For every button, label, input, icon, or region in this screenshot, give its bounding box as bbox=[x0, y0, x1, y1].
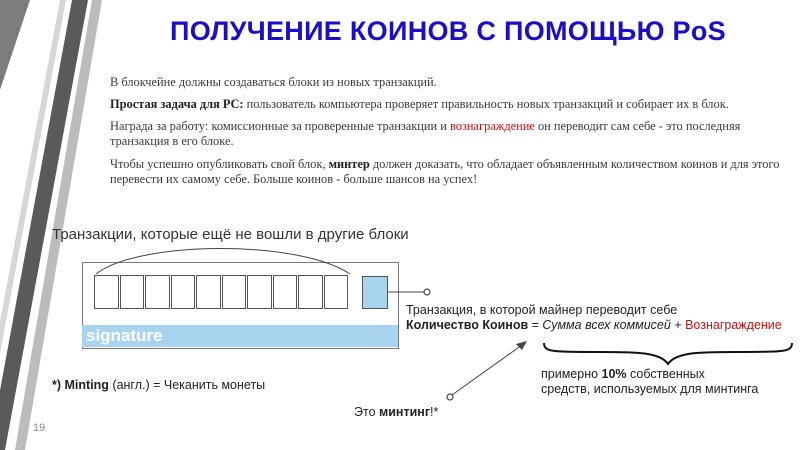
reward-transaction-cell bbox=[362, 276, 388, 309]
transaction-cell bbox=[247, 275, 272, 309]
approx-note bbox=[541, 367, 758, 397]
p2-text: пользователь компьютера проверяет правильность новых транзакций и собирает их в блок. bbox=[243, 97, 729, 111]
minting-note bbox=[354, 405, 438, 419]
footnote-rest: (англ.) = Чеканить монеты bbox=[108, 378, 266, 392]
section-label: Транзакции, которые ещё не вошли в другие блоки bbox=[52, 226, 409, 243]
minting-a: Это bbox=[354, 405, 379, 419]
approx-line1 bbox=[541, 367, 758, 382]
tx-note-line1: Транзакция, в которой майнер переводит себе bbox=[406, 303, 678, 317]
slide-title: ПОЛУЧЕНИЕ КОИНОВ С ПОМОЩЬЮ PoS bbox=[170, 16, 726, 46]
tx-plus: + bbox=[670, 318, 686, 332]
tx-note-line2 bbox=[406, 318, 782, 333]
p4-text-b: должен доказать, что обладает объявленным количеством коинов и для этого перевести их самому себе. Больше коинов - больше шансов на успех! bbox=[110, 157, 780, 186]
signature-bar: signature bbox=[82, 325, 398, 347]
footnote-bold: *) Minting bbox=[52, 378, 109, 392]
transaction-cell bbox=[145, 275, 170, 309]
paragraph-1 bbox=[110, 75, 782, 90]
minting-pointer-dot bbox=[447, 394, 453, 400]
approx-b: собственных bbox=[626, 367, 705, 381]
curly-brace bbox=[544, 343, 792, 364]
footnote bbox=[52, 378, 265, 392]
transaction-cell bbox=[196, 275, 221, 309]
transaction-cell bbox=[120, 275, 145, 309]
transaction-cell bbox=[222, 275, 247, 309]
transaction-cell bbox=[298, 275, 323, 309]
approx-line2: средств, используемых для минтинга bbox=[541, 382, 759, 396]
p3-red: вознаграждение bbox=[450, 119, 535, 133]
p3-text-b: он переводит сам себе - это последняя транзакция в его блоке. bbox=[110, 119, 741, 148]
p3-text-a: Награда за работу: комиссионные за проверенные транзакции и bbox=[110, 119, 450, 133]
approx-a: примерно bbox=[541, 367, 602, 381]
p1-text: В блокчейне должны создаваться блоки из новых транзакций. bbox=[110, 75, 437, 89]
p2-bold: Простая задача для PC: bbox=[110, 97, 244, 111]
minting-b: !* bbox=[430, 405, 439, 419]
minting-bold: минтинг bbox=[379, 405, 431, 419]
reward-transaction-note bbox=[406, 303, 782, 333]
tx-italic: Сумма всех коммисей bbox=[542, 318, 671, 332]
minting-pointer-line bbox=[452, 345, 522, 395]
transaction-cell bbox=[94, 275, 119, 309]
transaction-cell bbox=[324, 275, 349, 309]
p4-bold: минтер bbox=[328, 157, 370, 171]
tx-bold: Количество Коинов bbox=[406, 318, 529, 332]
p4-text-a: Чтобы успешно опубликовать свой блок, bbox=[110, 157, 329, 171]
transaction-cell bbox=[171, 275, 196, 309]
paragraph-4 bbox=[110, 157, 785, 187]
page-number: 19 bbox=[33, 422, 46, 434]
tx-eq: = bbox=[528, 318, 543, 332]
transaction-cells bbox=[94, 275, 348, 309]
reward-pointer-dot bbox=[424, 289, 430, 295]
minting-arrowhead bbox=[516, 341, 527, 350]
paragraph-2 bbox=[110, 97, 782, 112]
paragraph-3 bbox=[110, 119, 770, 149]
tx-red: Вознаграждение bbox=[685, 318, 782, 332]
approx-bold: 10% bbox=[601, 367, 627, 381]
transaction-cell bbox=[273, 275, 298, 309]
